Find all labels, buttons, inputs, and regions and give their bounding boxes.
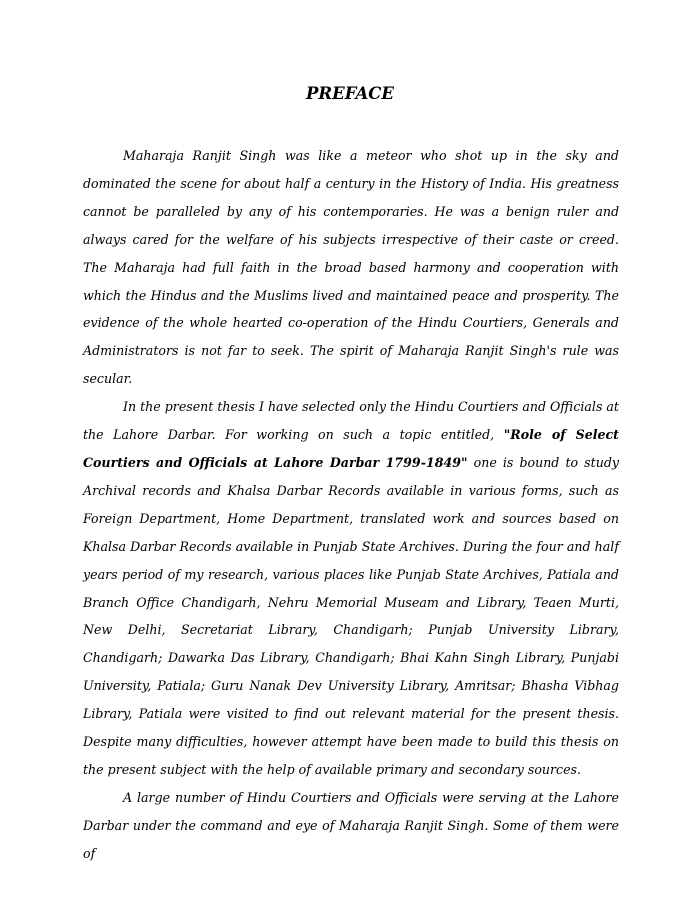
- paragraph-2: [83, 393, 619, 784]
- preface-body: [83, 142, 619, 868]
- paragraph-1: Maharaja Ranjit Singh was like a meteor who shot up in the sky and dominated the scene for about half a century in the History of India. His greatness cannot be paralleled by any of his contemporaries. He was a benign ruler and always cared for the welfare of his subjects irrespective of their caste or creed. The Maharaja had full faith in the broad based harmony and cooperation with which the Hindus and the Muslims lived and maintained peace and prosperity. The evidence of the whole hearted co-operation of the Hindu Courtiers, Generals and Administrators is not far to seek. The spirit of Maharaja Ranjit Singh's rule was secular.: [83, 148, 619, 387]
- paragraph-2-rest: one is bound to study Archival records and Khalsa Darbar Records available in various forms, such as Foreign Department, Home Department, translated work and sources based on Khalsa Darbar Records available in Punjab State Archives. During the four and half years period of my research, various places like Punjab State Archives, Patiala and Branch Office Chandigarh, Nehru Memorial Museam and Library, Teaen Murti, New Delhi, Secretariat Library, Chandigarh; Punjab University Library, Chandigarh; Dawarka Das Library, Chandigarh; Bhai Kahn Singh Library, Punjabi University, Patiala; Guru Nanak Dev University Library, Amritsar; Bhasha Vibhag Library, Patiala were visited to find out relevant material for the present thesis. Despite many difficulties, however attempt have been made to build this thesis on the present subject with the help of available primary and secondary sources.: [83, 454, 619, 777]
- page-title: PREFACE: [306, 84, 394, 103]
- paragraph-2-intro: In the present thesis I have selected only the Hindu Courtiers and Officials at the Lahore Darbar. For working on such a topic entitled,: [83, 399, 619, 443]
- thesis-title: "Role of Select Courtiers and Officials at Lahore Darbar 1799-1849": [83, 427, 619, 470]
- paragraph-3: A large number of Hindu Courtiers and Officials were serving at the Lahore Darbar under the command and eye of Maharaja Ranjit Singh. Some of them were of: [83, 789, 619, 861]
